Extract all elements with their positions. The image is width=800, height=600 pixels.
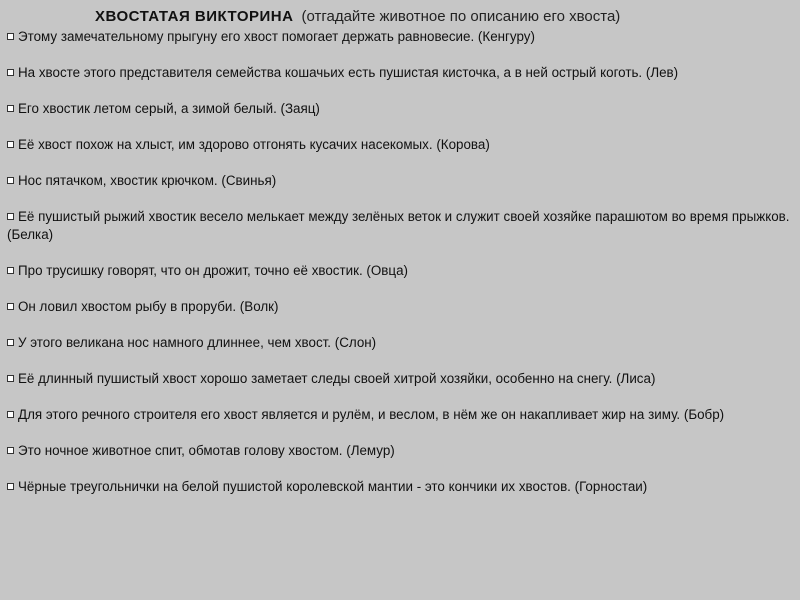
- question-text: На хвосте этого представителя семейства кошачьих есть пушистая кисточка, а в ней острый коготь. (Лев): [18, 65, 679, 80]
- question-text: Его хвостик летом серый, а зимой белый. (Заяц): [18, 101, 320, 116]
- list-item: [7, 370, 795, 388]
- question-text: Это ночное животное спит, обмотав голову хвостом. (Лемур): [18, 443, 395, 458]
- title-subtitle: (отгадайте животное по описанию его хвоста): [301, 8, 621, 25]
- square-bullet-icon: [7, 105, 14, 112]
- question-text: Её хвост похож на хлыст, им здорово отгонять кусачих насекомых. (Корова): [18, 137, 490, 152]
- question-list: [7, 28, 795, 514]
- square-bullet-icon: [7, 483, 14, 490]
- square-bullet-icon: [7, 411, 14, 418]
- question-text: Он ловил хвостом рыбу в проруби. (Волк): [18, 299, 279, 314]
- list-item: [7, 334, 795, 352]
- question-text: У этого великана нос намного длиннее, чем хвост. (Слон): [18, 335, 377, 350]
- question-text: Этому замечательному прыгуну его хвост помогает держать равновесие. (Кенгуру): [18, 29, 535, 44]
- square-bullet-icon: [7, 267, 14, 274]
- list-item: [7, 262, 795, 280]
- question-text: Про трусишку говорят, что он дрожит, точно её хвостик. (Овца): [18, 263, 408, 278]
- square-bullet-icon: [7, 303, 14, 310]
- list-item: [7, 136, 795, 154]
- list-item: [7, 64, 795, 82]
- question-text: Для этого речного строителя его хвост является и рулём, и веслом, в нём же он накапливает жир на зиму. (Бобр): [18, 407, 725, 422]
- square-bullet-icon: [7, 141, 14, 148]
- list-item: [7, 442, 795, 460]
- question-text: Её пушистый рыжий хвостик весело мелькает между зелёных веток и служит своей хозяйке парашютом во время прыжков. (Белка): [7, 209, 790, 242]
- list-item: [7, 208, 795, 244]
- list-item: [7, 406, 795, 424]
- square-bullet-icon: [7, 213, 14, 220]
- question-text: Чёрные треугольнички на белой пушистой королевской мантии - это кончики их хвостов. (Горностаи): [18, 479, 648, 494]
- square-bullet-icon: [7, 375, 14, 382]
- square-bullet-icon: [7, 69, 14, 76]
- square-bullet-icon: [7, 447, 14, 454]
- square-bullet-icon: [7, 33, 14, 40]
- title-main: ХВОСТАТАЯ ВИКТОРИНА: [95, 8, 294, 25]
- list-item: [7, 478, 795, 496]
- list-item: [7, 298, 795, 316]
- page-title: [95, 7, 795, 27]
- square-bullet-icon: [7, 339, 14, 346]
- square-bullet-icon: [7, 177, 14, 184]
- list-item: [7, 172, 795, 190]
- question-text: Её длинный пушистый хвост хорошо заметает следы своей хитрой хозяйки, особенно на снегу. (Лиса): [18, 371, 656, 386]
- list-item: [7, 100, 795, 118]
- list-item: [7, 28, 795, 46]
- question-text: Нос пятачком, хвостик крючком. (Свинья): [18, 173, 277, 188]
